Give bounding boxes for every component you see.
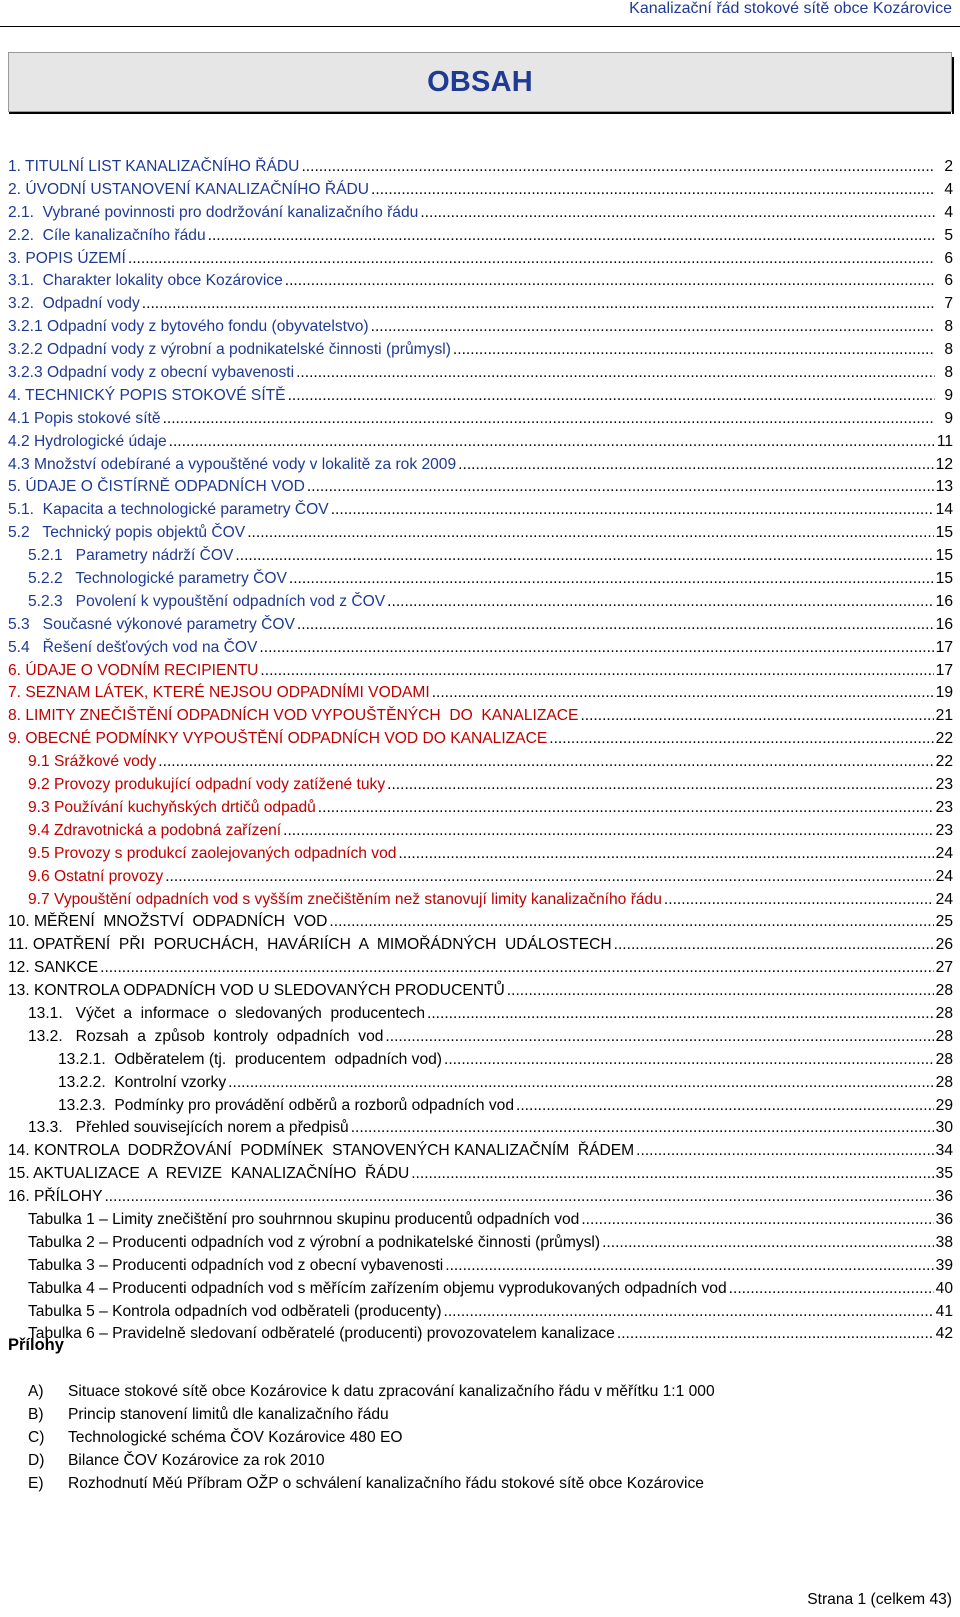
toc-entry[interactable] [8,705,953,728]
toc-entry[interactable] [8,957,953,980]
toc-entry-label: 5. ÚDAJE O ČISTÍRNĚ ODPADNÍCH VOD [8,478,305,496]
toc-entry-label: 9.5 Provozy s produkcí zaolejovaných odpadních vod [28,844,397,862]
toc-entry-page: 28 [935,982,953,1000]
toc-dot-leader [208,225,935,248]
toc-entry[interactable] [8,522,953,545]
toc-entry[interactable] [8,362,953,385]
toc-entry[interactable] [8,1209,953,1232]
toc-entry-label: 3.2.2 Odpadní vody z výrobní a podnikatelské činnosti (průmysl) [8,341,451,359]
toc-dot-leader [398,843,933,866]
toc-entry[interactable] [8,637,953,660]
attachment-text: Princip stanovení limitů dle kanalizačního řádu [68,1406,389,1423]
attachment-key: B) [28,1406,44,1423]
attachment-text: Situace stokové sítě obce Kozárovice k datu zpracování kanalizačního řádu v měřítku 1:1 000 [68,1383,715,1400]
toc-entry[interactable] [8,1026,953,1049]
toc-entry-label: 9.2 Provozy produkující odpadní vody zatížené tuky [28,776,386,794]
toc-dot-leader [664,889,934,912]
attachment-key: C) [28,1429,45,1446]
toc-entry-label: 16. PŘÍLOHY [8,1188,103,1206]
toc-entry-page: 15 [935,524,953,542]
toc-entry-page: 17 [935,661,953,679]
toc-entry[interactable] [8,820,953,843]
attachment-item [8,1472,948,1495]
toc-dot-leader [507,980,934,1003]
toc-entry-page: 7 [944,295,953,313]
toc-entry-label: 5.2 Technický popis objektů ČOV [8,524,246,542]
toc-entry[interactable] [8,843,953,866]
toc-dot-leader [444,1301,934,1324]
toc-entry-label: 13.2.1. Odběratelem (tj. producentem odpadních vod) [58,1050,443,1068]
toc-entry[interactable] [8,454,953,477]
toc-entry-label: 13.2.2. Kontrolní vzorky [58,1073,227,1091]
toc-dot-leader [128,248,935,271]
toc-dot-leader [158,751,933,774]
toc-dot-leader [549,728,933,751]
toc-entry-page: 4 [944,180,953,198]
toc-entry-label: 13.1. Výčet a informace o sledovaných producentech [28,1004,426,1022]
toc-entry-label: 4.1 Popis stokové sítě [8,409,161,427]
toc-entry-label: 15. AKTUALIZACE A REVIZE KANALIZAČNÍHO ŘÁDU [8,1165,410,1183]
toc-entry-page: 2 [944,158,953,175]
toc-entry-label: 13. KONTROLA ODPADNÍCH VOD U SLEDOVANÝCH PRODUCENTŮ [8,982,505,1000]
toc-entry-label: Tabulka 1 – Limity znečištění pro souhrnnou skupinu producentů odpadních vod [28,1210,580,1228]
toc-entry[interactable] [8,1323,953,1346]
attachment-key: D) [28,1452,45,1469]
toc-entry-page: 28 [935,1073,953,1091]
table-of-contents [8,156,953,1346]
toc-entry-page: 8 [944,318,953,336]
toc-dot-leader [100,957,934,980]
toc-dot-leader [387,774,934,797]
toc-dot-leader [289,568,934,591]
toc-entry-page: 34 [935,1142,953,1160]
toc-entry[interactable] [8,476,953,499]
toc-entry-page: 28 [935,1050,953,1068]
toc-entry-page: 5 [944,226,953,244]
toc-entry[interactable] [8,774,953,797]
attachment-item [8,1380,948,1403]
toc-entry-page: 41 [935,1302,953,1320]
toc-entry-label: 9. OBECNÉ PODMÍNKY VYPOUŠTĚNÍ ODPADNÍCH VOD DO KANALIZACE [8,730,548,748]
toc-entry[interactable] [8,1163,953,1186]
toc-dot-leader [427,1003,934,1026]
toc-dot-leader [283,820,934,843]
toc-entry[interactable] [8,934,953,957]
toc-entry-label: 5.4 Řešení dešťových vod na ČOV [8,638,258,656]
toc-entry-page: 23 [935,821,953,839]
toc-entry-label: 3.2.1 Odpadní vody z bytového fondu (obyvatelstvo) [8,318,369,336]
toc-dot-leader [581,1209,933,1232]
toc-entry-page: 8 [944,341,953,359]
toc-dot-leader [285,270,935,293]
toc-dot-leader [351,1117,934,1140]
toc-entry-label: 9.4 Zdravotnická a podobná zařízení [28,821,282,839]
toc-entry[interactable] [8,1232,953,1255]
toc-dot-leader [104,1186,933,1209]
toc-entry-page: 13 [935,478,953,496]
attachment-key: E) [28,1475,44,1492]
attachment-text: Technologické schéma ČOV Kozárovice 480 EO [68,1429,403,1446]
toc-entry-page: 21 [935,707,953,725]
toc-entry-page: 15 [935,547,953,565]
toc-entry-page: 28 [935,1027,953,1045]
toc-entry-page: 8 [944,364,953,382]
toc-entry[interactable] [8,1049,953,1072]
toc-entry-page: 22 [935,753,953,771]
toc-entry[interactable] [8,293,953,316]
toc-entry[interactable] [8,270,953,293]
toc-dot-leader [235,545,933,568]
toc-entry-page: 22 [935,730,953,748]
toc-entry[interactable] [8,1140,953,1163]
toc-entry-label: 3.1. Charakter lokality obce Kozárovice [8,272,283,290]
toc-entry[interactable] [8,339,953,362]
toc-dot-leader [165,866,933,889]
toc-entry-page: 35 [935,1165,953,1183]
toc-entry-label: 5.3 Současné výkonové parametry ČOV [8,615,295,633]
toc-entry-page: 38 [935,1233,953,1251]
toc-dot-leader [729,1278,934,1301]
toc-entry[interactable] [8,591,953,614]
toc-entry-page: 24 [935,890,953,908]
toc-entry-label: 8. LIMITY ZNEČIŠTĚNÍ ODPADNÍCH VOD VYPOUŠTĚNÝCH DO KANALIZACE [8,707,579,725]
toc-dot-leader [301,156,935,179]
toc-dot-leader [453,339,935,362]
toc-dot-leader [318,797,934,820]
toc-entry-label: Tabulka 4 – Producenti odpadních vod s měřícím zařízením objemu vyprodukovaných odpadních vod [28,1279,727,1297]
toc-entry[interactable] [8,660,953,683]
toc-entry-page: 6 [944,272,953,290]
toc-entry[interactable] [8,431,953,454]
toc-dot-leader [614,934,934,957]
toc-entry-page: 16 [935,592,953,610]
toc-entry-label: 5.1. Kapacita a technologické parametry ČOV [8,501,329,519]
toc-entry-page: 24 [935,844,953,862]
toc-entry-page: 17 [935,638,953,656]
toc-entry-label: 3.2. Odpadní vody [8,295,140,313]
toc-entry[interactable] [8,1301,953,1324]
toc-entry[interactable] [8,248,953,271]
toc-dot-leader [420,202,935,225]
toc-entry[interactable] [8,682,953,705]
toc-dot-leader [387,591,933,614]
toc-entry[interactable] [8,225,953,248]
toc-entry[interactable] [8,889,953,912]
toc-entry-label: 5.2.2 Technologické parametry ČOV [28,570,287,588]
toc-entry-label: Tabulka 3 – Producenti odpadních vod z obecní vybavenosti [28,1256,444,1274]
toc-entry[interactable] [8,1095,953,1118]
toc-entry[interactable] [8,980,953,1003]
toc-entry-label: 6. ÚDAJE O VODNÍM RECIPIENTU [8,661,259,679]
toc-entry-page: 15 [935,570,953,588]
toc-dot-leader [169,431,935,454]
toc-entry-page: 40 [935,1279,953,1297]
toc-entry-label: 2.2. Cíle kanalizačního řádu [8,226,206,244]
toc-entry[interactable] [8,797,953,820]
toc-dot-leader [636,1140,933,1163]
toc-entry[interactable] [8,568,953,591]
toc-entry-label: 5.2.1 Parametry nádrží ČOV [28,547,234,565]
toc-dot-leader [296,362,935,385]
toc-entry[interactable] [8,1255,953,1278]
toc-entry-label: Tabulka 5 – Kontrola odpadních vod odběrateli (producenty) [28,1302,442,1320]
toc-entry-label: 13.2. Rozsah a způsob kontroly odpadních vod [28,1027,384,1045]
toc-entry[interactable] [8,545,953,568]
toc-dot-leader [445,1255,933,1278]
toc-entry[interactable] [8,614,953,637]
toc-entry-label: 4.2 Hydrologické údaje [8,432,167,450]
toc-entry-label: 13.2.3. Podmínky pro provádění odběrů a rozborů odpadních vod [58,1096,514,1114]
toc-dot-leader [371,179,935,202]
running-header: Kanalizační řád stokové sítě obce Kozárovice [629,0,952,17]
toc-entry-page: 4 [944,203,953,221]
toc-dot-leader [142,293,935,316]
toc-entry-label: 3.2.3 Odpadní vody z obecní vybavenosti [8,364,295,382]
toc-entry-page: 6 [944,249,953,267]
toc-entry-page: 36 [935,1188,953,1206]
toc-entry[interactable] [8,866,953,889]
toc-entry[interactable] [8,316,953,339]
toc-entry-page: 36 [935,1210,953,1228]
toc-dot-leader [297,614,934,637]
toc-entry-page: 26 [935,936,953,954]
header-divider [0,26,960,27]
toc-dot-leader [331,499,934,522]
toc-dot-leader [411,1163,933,1186]
toc-dot-leader [247,522,933,545]
toc-dot-leader [259,637,933,660]
toc-entry[interactable] [8,499,953,522]
toc-entry-label: Tabulka 2 – Producenti odpadních vod z výrobní a podnikatelské činnosti (průmysl) [28,1233,601,1251]
toc-dot-leader [516,1095,934,1118]
toc-entry-page: 11 [936,432,953,450]
page-title: OBSAH [427,65,533,98]
toc-entry-page: 9 [944,386,953,404]
toc-entry-label: 5.2.3 Povolení k vypouštění odpadních vod z ČOV [28,592,386,610]
toc-entry-label: 13.3. Přehled souvisejících norem a předpisů [28,1119,349,1137]
attachment-key: A) [28,1383,44,1400]
toc-entry-page: 42 [935,1325,953,1343]
toc-entry[interactable] [8,728,953,751]
toc-dot-leader [228,1072,933,1095]
toc-dot-leader [163,408,935,431]
toc-entry-page: 23 [935,798,953,816]
toc-dot-leader [385,1026,933,1049]
toc-dot-leader [288,385,935,408]
toc-entry-page: 30 [935,1119,953,1137]
toc-dot-leader [432,682,934,705]
toc-entry-page: 28 [935,1004,953,1022]
toc-entry-page: 25 [935,913,953,931]
toc-entry-page: 24 [935,867,953,885]
toc-dot-leader [458,454,933,477]
toc-entry-label: 11. OPATŘENÍ PŘI PORUCHÁCH, HAVÁRIÍCH A MIMOŘÁDNÝCH UDÁLOSTECH [8,936,612,954]
toc-entry-label: Tabulka 6 – Pravidelně sledovaní odběratelé (producenti) provozovatelem kanalizace [28,1325,615,1343]
toc-entry-label: 3. POPIS ÚZEMÍ [8,249,126,267]
toc-entry-page: 29 [935,1096,953,1114]
toc-entry-label: 9.6 Ostatní provozy [28,867,164,885]
toc-title-box [8,52,952,112]
toc-dot-leader [444,1049,934,1072]
toc-dot-leader [580,705,933,728]
toc-entry[interactable] [8,202,953,225]
toc-entry-label: 9.3 Používání kuchyňských drtičů odpadů [28,798,316,816]
toc-entry[interactable] [8,1003,953,1026]
toc-entry[interactable] [8,179,953,202]
toc-dot-leader [307,476,934,499]
toc-entry-label: 9.1 Srážkové vody [28,753,157,771]
toc-entry-page: 23 [935,776,953,794]
toc-entry-page: 39 [935,1256,953,1274]
toc-entry[interactable] [8,1072,953,1095]
attachment-item [8,1426,948,1449]
toc-entry[interactable] [8,156,953,179]
toc-entry[interactable] [8,751,953,774]
toc-entry[interactable] [8,385,953,408]
toc-dot-leader [617,1323,934,1346]
toc-entry-label: 10. MĚŘENÍ MNOŽSTVÍ ODPADNÍCH VOD [8,913,328,931]
toc-entry[interactable] [8,1186,953,1209]
toc-entry[interactable] [8,1278,953,1301]
toc-entry-label: 2. ÚVODNÍ USTANOVENÍ KANALIZAČNÍHO ŘÁDU [8,180,370,198]
toc-entry-label: 4. TECHNICKÝ POPIS STOKOVÉ SÍTĚ [8,386,286,404]
toc-entry[interactable] [8,911,953,934]
toc-dot-leader [371,316,935,339]
toc-entry-page: 14 [935,501,953,519]
attachment-text: Bilance ČOV Kozárovice za rok 2010 [68,1452,325,1469]
attachments-heading: Přílohy [8,1336,64,1354]
attachments-list [8,1380,948,1495]
attachment-item [8,1403,948,1426]
toc-entry-label: 4.3 Množství odebírané a vypouštěné vody v lokalitě za rok 2009 [8,455,457,473]
toc-dot-leader [260,660,933,683]
toc-entry-label: 14. KONTROLA DODRŽOVÁNÍ PODMÍNEK STANOVENÝCH KANALIZAČNÍM ŘÁDEM [8,1142,635,1160]
toc-entry-page: 9 [944,409,953,427]
toc-entry-label: 1. TITULNÍ LIST KANALIZAČNÍHO ŘÁDU [8,158,300,175]
toc-dot-leader [329,911,933,934]
toc-entry-label: 12. SANKCE [8,959,99,977]
attachment-text: Rozhodnutí Měú Příbram OŽP o schválení kanalizačního řádu stokové sítě obce Kozárovice [68,1475,704,1492]
toc-entry-label: 7. SEZNAM LÁTEK, KTERÉ NEJSOU ODPADNÍMI VODAMI [8,684,430,702]
toc-entry-page: 16 [935,615,953,633]
toc-entry-page: 27 [935,959,953,977]
toc-entry[interactable] [8,1117,953,1140]
toc-dot-leader [602,1232,934,1255]
toc-entry[interactable] [8,408,953,431]
attachment-item [8,1449,948,1472]
toc-entry-page: 12 [935,455,953,473]
page-footer: Strana 1 (celkem 43) [807,1591,952,1608]
toc-entry-label: 2.1. Vybrané povinnosti pro dodržování kanalizačního řádu [8,203,419,221]
toc-entry-label: 9.7 Vypouštění odpadních vod s vyšším znečištěním než stanovují limity kanalizačního řádu [28,890,662,908]
toc-entry-page: 19 [935,684,953,702]
